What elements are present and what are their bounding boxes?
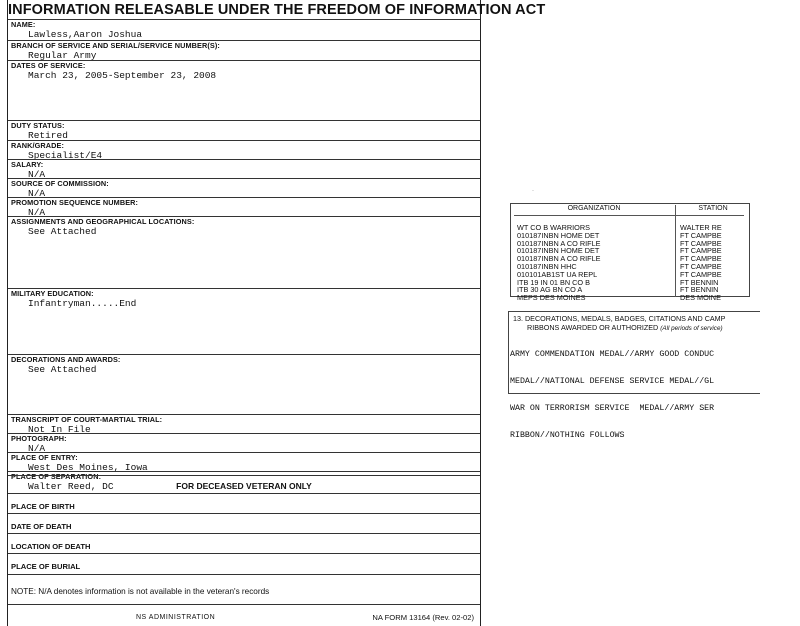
table-cell-organization: 010187INBN A CO RIFLE <box>517 238 601 248</box>
form-title: INFORMATION RELEASABLE UNDER THE FREEDOM OF INFORMATION ACT <box>8 2 546 18</box>
field-promotion-sequence <box>8 197 480 216</box>
field-value: N/A <box>28 169 46 180</box>
table-cell-station: FT CAMPBE <box>680 254 722 264</box>
field-military-education <box>8 288 480 354</box>
decorations-line: WAR ON TERRORISM SERVICE MEDAL//ARMY SER <box>510 404 715 413</box>
field-label: MILITARY EDUCATION: <box>11 289 94 298</box>
field-value: N/A <box>28 188 46 199</box>
field-value: Regular Army <box>28 50 97 61</box>
field-label: PLACE OF SEPARATION: <box>11 472 102 481</box>
field-label: NAME: <box>11 20 36 29</box>
decorations-subtitle <box>527 323 777 332</box>
footer-agency-text: NS ADMINISTRATION <box>136 614 216 621</box>
foia-form <box>7 0 546 626</box>
field-photograph <box>8 433 480 452</box>
field-label: PROMOTION SEQUENCE NUMBER: <box>11 198 139 207</box>
field-label: BRANCH OF SERVICE AND SERIAL/SERVICE NUMBER(S): <box>11 41 220 50</box>
table-cell-organization: ITB 19 IN 01 BN CO B <box>517 277 590 287</box>
field-assignments <box>8 216 480 288</box>
field-value: West Des Moines, Iowa <box>28 462 148 473</box>
na-note: NOTE: N/A denotes information is not available in the veteran's records <box>11 587 270 596</box>
decorations-title: 13. DECORATIONS, MEDALS, BADGES, CITATIONS AND CAMP <box>513 314 726 323</box>
field-label: SALARY: <box>11 160 44 169</box>
table-cell-organization: MEPS DES MOINES <box>517 293 586 303</box>
table-cell-station: DES MOINE <box>680 293 721 303</box>
field-label: LOCATION OF DEATH <box>11 542 91 551</box>
field-label: DATE OF DEATH <box>11 522 72 531</box>
assignments-table <box>510 203 750 303</box>
table-cell-organization: 010187INBN HOME DET <box>517 230 600 240</box>
table-cell-organization: 010101AB1ST UA REPL <box>517 269 598 279</box>
field-place-of-birth <box>8 493 480 511</box>
header-station: STATION <box>698 205 728 212</box>
field-value: N/A <box>28 443 46 454</box>
decorations-subtitle-note: (All periods of service) <box>660 325 723 332</box>
decorations-line: ARMY COMMENDATION MEDAL//ARMY GOOD CONDUC <box>510 350 715 359</box>
table-cell-station: FT CAMPBE <box>680 269 722 279</box>
field-value: N/A <box>28 207 46 218</box>
table-cell-organization: 010187INBN HHC <box>517 261 577 271</box>
field-value: Infantryman.....End <box>28 298 137 309</box>
deceased-heading: FOR DECEASED VETERAN ONLY <box>176 481 312 491</box>
header-organization: ORGANIZATION <box>567 205 621 212</box>
field-value: See Attached <box>28 226 97 237</box>
field-source-of-commission <box>8 178 480 197</box>
field-label: PLACE OF BURIAL <box>11 562 81 571</box>
field-label: DUTY STATUS: <box>11 121 65 130</box>
field-label: DATES OF SERVICE: <box>11 61 86 70</box>
table-cell-station: FT BENNIN <box>680 285 719 295</box>
field-court-martial <box>8 414 480 433</box>
field-label: TRANSCRIPT OF COURT-MARTIAL TRIAL: <box>11 415 163 424</box>
field-rank-grade <box>8 140 480 159</box>
table-cell-station: FT CAMPBE <box>680 230 722 240</box>
field-value: Retired <box>28 130 68 141</box>
field-value: Lawless,Aaron Joshua <box>28 29 143 40</box>
field-label: PLACE OF BIRTH <box>11 502 75 511</box>
decorations-line: RIBBON//NOTHING FOLLOWS <box>510 431 625 440</box>
decorations-list <box>510 332 714 458</box>
table-cell-station: FT BENNIN <box>680 277 719 287</box>
field-place-of-entry <box>8 452 480 471</box>
field-name <box>8 19 480 40</box>
table-header <box>514 205 744 216</box>
column-divider <box>675 205 676 297</box>
deceased-section-divider <box>8 475 480 476</box>
field-label: SOURCE OF COMMISSION: <box>11 179 109 188</box>
table-cell-station: FT CAMPBE <box>680 238 722 248</box>
table-cell-station: FT CAMPBE <box>680 261 722 271</box>
decorations-line: MEDAL//NATIONAL DEFENSE SERVICE MEDAL//GL <box>510 377 715 386</box>
form-number: NA FORM 13164 (Rev. 02-02) <box>372 613 474 622</box>
field-date-of-death <box>8 513 480 531</box>
field-duty-status <box>8 120 480 140</box>
field-decorations-awards <box>8 354 480 414</box>
field-value: Not In File <box>28 424 91 435</box>
field-value: See Attached <box>28 364 97 375</box>
field-label: ASSIGNMENTS AND GEOGRAPHICAL LOCATIONS: <box>11 217 195 226</box>
field-value: Walter Reed, DC <box>28 481 114 492</box>
field-dates-of-service <box>8 60 480 120</box>
field-location-of-death <box>8 533 480 551</box>
field-label: RANK/GRADE: <box>11 141 64 150</box>
table-cell-station: WALTER RE <box>680 223 722 232</box>
field-place-of-burial <box>8 553 480 571</box>
note-divider <box>8 574 480 575</box>
organization-column <box>517 224 601 302</box>
scan-speck: · <box>532 188 534 194</box>
field-value: March 23, 2005-September 23, 2008 <box>28 70 217 81</box>
field-value: Specialist/E4 <box>28 150 103 161</box>
field-label: PHOTOGRAPH: <box>11 434 67 443</box>
table-cell-organization: 010187INBN A CO RIFLE <box>517 254 601 264</box>
station-column <box>680 224 748 302</box>
table-cell-organization: 010187INBN HOME DET <box>517 246 600 256</box>
field-label: DECORATIONS AND AWARDS: <box>11 355 121 364</box>
field-label: PLACE OF ENTRY: <box>11 453 78 462</box>
field-branch <box>8 40 480 60</box>
table-cell-organization: ITB 30 AG BN CO A <box>517 285 583 295</box>
decorations-attachment <box>508 311 760 440</box>
table-cell-station: FT CAMPBE <box>680 246 722 256</box>
footer-divider <box>8 604 480 605</box>
field-salary <box>8 159 480 178</box>
table-cell-organization: WT CO B WARRIORS <box>517 223 590 232</box>
decorations-subtitle-text: RIBBONS AWARDED OR AUTHORIZED <box>527 323 659 332</box>
